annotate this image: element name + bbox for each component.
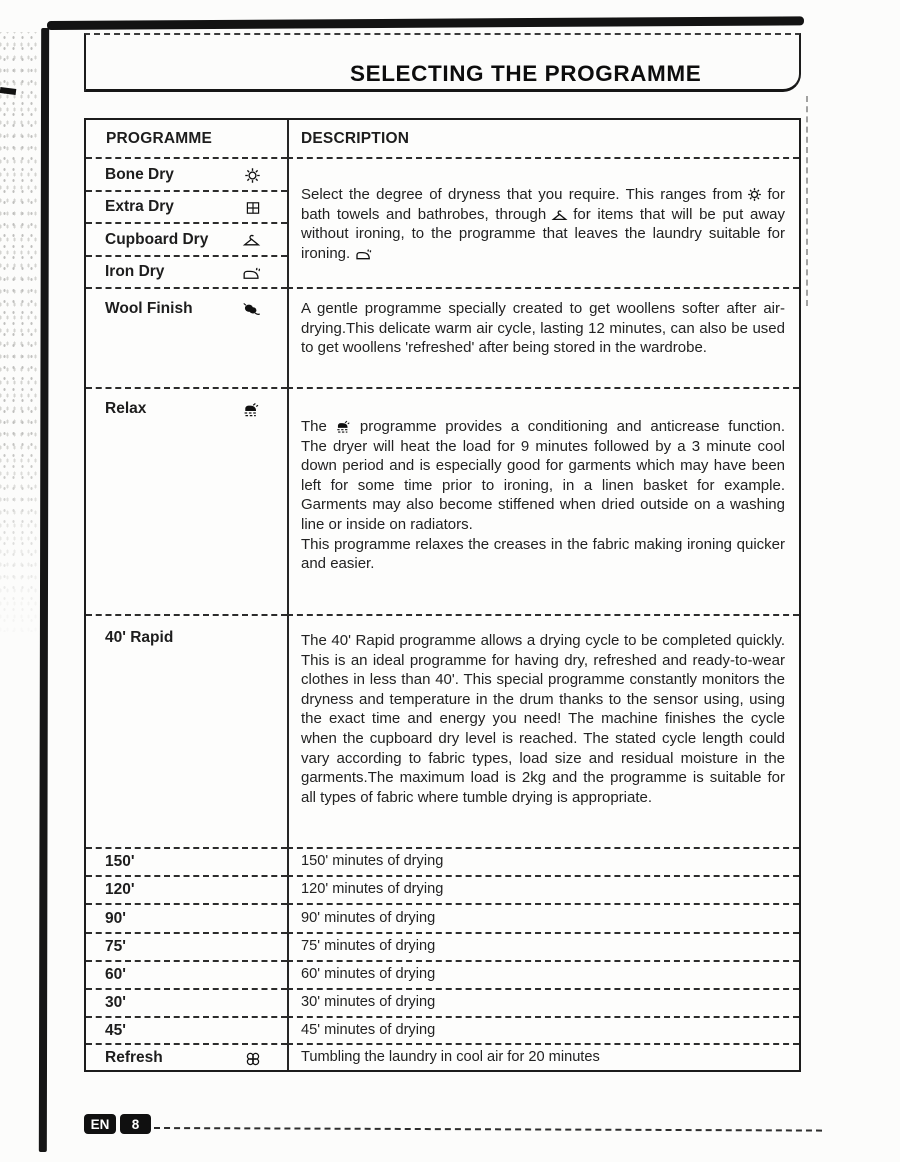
fan-clover-icon [245,1051,261,1067]
rapid-description: The 40' Rapid programme allows a drying cycle to be completed quickly. This is an ideal programme for having dry, refreshed and ready-to-wear clothes in less than 40'. This special programme constantly monitors the dryness and temperature in the drum thanks to the sensor using, using the exact time and energy you need! The machine finishes the cycle when the cupboard dry level is reached. The stated cycle length could vary according to fabric types, load size and residual moisture in the garments.The maximum load is 2kg and the programme is suitable for all types of fabric where tumble drying is appropriate. [287,614,799,847]
row-iron-dry [86,255,287,287]
hanger-icon [242,233,261,248]
sun-icon [747,187,762,202]
description-45: 45' minutes of drying [287,1016,799,1043]
description-120: 120' minutes of drying [287,875,799,903]
programme-label: Relax [105,400,147,417]
programme-table [84,118,801,1072]
row-60: 60' [86,960,287,988]
dryness-levels-description: Select the degree of dryness that you require. This ranges from for bath towels and bathrobes, through for items that will be put away without ironing, to the programme that leaves the laundry suitable for ironing. [287,157,799,287]
iron-steam-icon [242,402,261,418]
footer-rule [154,1127,822,1132]
sun-icon [244,167,261,184]
yarn-ball-icon [242,302,261,317]
programme-label: 40' Rapid [105,629,174,646]
relax-description: The programme provides a conditioning and anticrease function. The dryer will heat the load for 9 minutes followed by a 3 minute cool down period and is especially good for garments which may have been left for some time prior to ironing, in a linen basket for example. Garments may also become stiffened when dried outside on a washing line or inside on radiators. This programme relaxes the creases in the fabric making ironing quicker and easier. [287,387,799,614]
column-header-programme: PROGRAMME [106,129,212,147]
wool-finish-description: A gentle programme specially created to get woollens softer after air-drying.This delicate warm air cycle, lasting 12 minutes, can also be used to get woollens 'refreshed' after being stored in the wardrobe. [287,287,799,387]
column-header-description: DESCRIPTION [287,120,799,157]
row-75: 75' [86,932,287,960]
programme-label: Iron Dry [105,263,165,280]
row-45: 45' [86,1016,287,1043]
page-number-badge: 8 [120,1114,151,1134]
row-120: 120' [86,875,287,903]
page-title: SELECTING THE PROGRAMME [350,61,702,86]
iron-steam-icon [335,420,352,434]
row-150: 150' [86,847,287,875]
refresh-description: Tumbling the laundry in cool air for 20 minutes [287,1043,799,1070]
iron-icon [242,266,261,281]
language-badge: EN [84,1114,116,1134]
row-extra-dry [86,190,287,222]
description-150: 150' minutes of drying [287,847,799,875]
row-bone-dry [86,157,287,190]
description-60: 60' minutes of drying [287,960,799,988]
description-30: 30' minutes of drying [287,988,799,1016]
description-90: 90' minutes of drying [287,903,799,932]
page-top-rule [47,16,804,30]
page-right-edge [806,96,808,306]
hanger-icon [551,209,568,222]
row-relax [86,387,287,614]
programme-label: Cupboard Dry [105,230,209,248]
programme-label: Bone Dry [105,165,174,183]
row-wool-finish [86,287,287,387]
programme-label: Refresh [105,1048,163,1066]
iron-icon [355,248,372,261]
description-75: 75' minutes of drying [287,932,799,960]
row-refresh [86,1043,287,1070]
page-binding-edge [39,28,49,1152]
window-square-icon [245,200,261,216]
programme-label: Wool Finish [105,300,193,317]
row-90: 90' [86,903,287,932]
programme-label: Extra Dry [105,198,174,215]
row-30: 30' [86,988,287,1016]
row-cupboard-dry [86,222,287,255]
row-40-rapid [86,614,287,847]
